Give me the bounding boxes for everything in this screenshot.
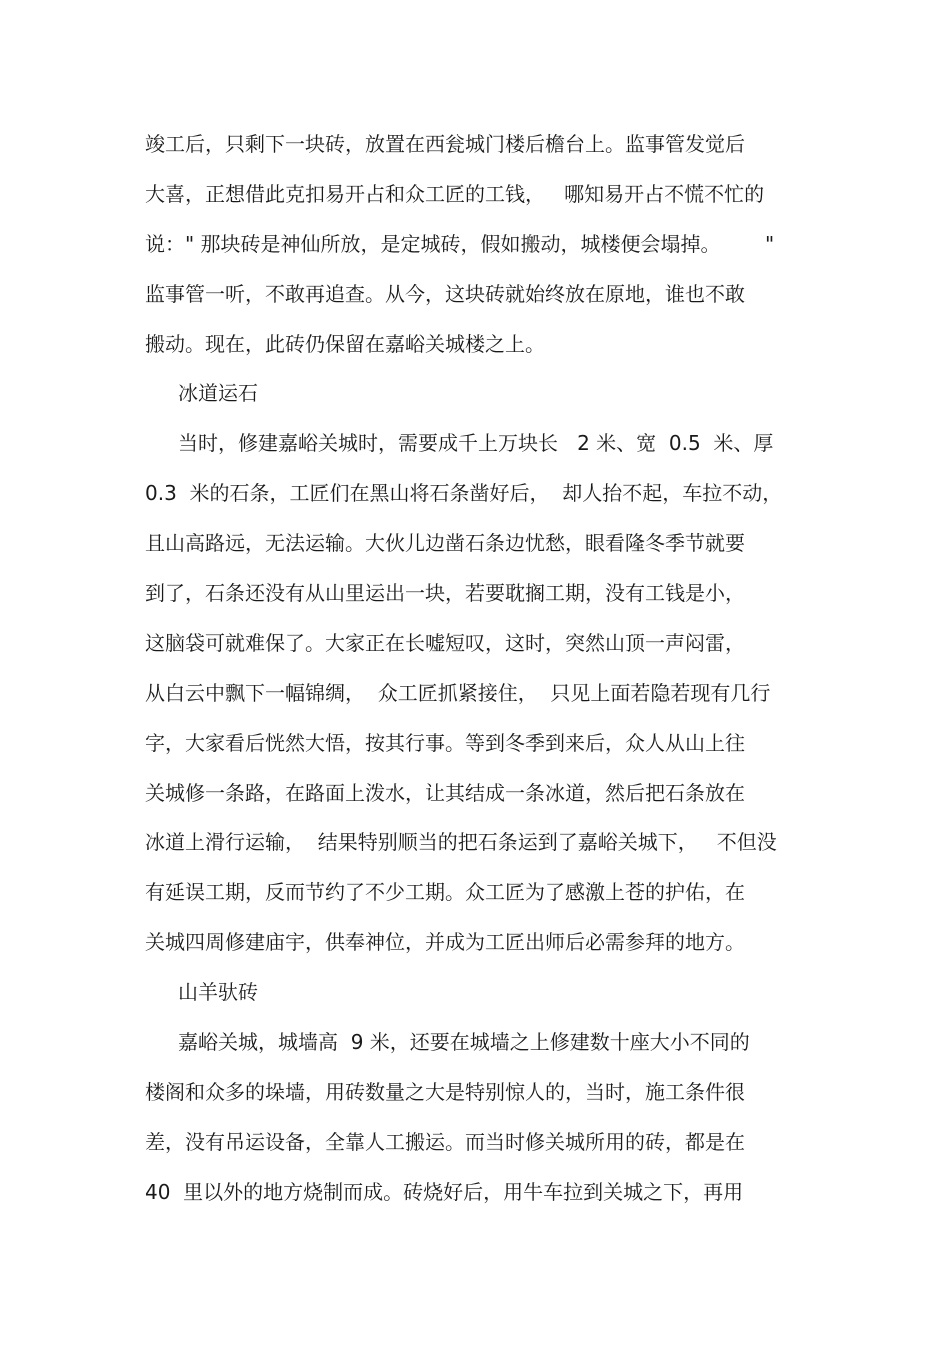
text-line: 监事管一听，不敢再追查。从今，这块砖就始终放在原地，谁也不敢: [145, 281, 745, 306]
text-line: 且山高路远，无法运输。大伙儿边凿石条边忧愁，眼看隆冬季节就要: [145, 531, 745, 556]
text-line: 关城修一条路，在路面上泼水，让其结成一条冰道，然后把石条放在: [145, 780, 745, 805]
text-line: 从白云中飘下一幅锦绸， 众工匠抓紧接住， 只见上面若隐若现有几行: [145, 680, 771, 705]
text-line: 楼阁和众多的垛墙，用砖数量之大是特别惊人的，当时，施工条件很: [145, 1079, 745, 1104]
text-line: 关城四周修建庙宇，供奉神位，并成为工匠出师后必需参拜的地方。: [145, 930, 745, 955]
text-line: 差，没有吊运设备，全靠人工搬运。而当时修关城所用的砖，都是在: [145, 1129, 745, 1154]
text-line: 搬动。现在，此砖仍保留在嘉峪关城楼之上。: [145, 331, 545, 356]
text-line: 大喜，正想借此克扣易开占和众工匠的工钱， 哪知易开占不慌不忙的: [145, 181, 765, 206]
text-line: 有延误工期，反而节约了不少工期。众工匠为了感激上苍的护佑，在: [145, 880, 745, 905]
body-text: [145, 120, 825, 1218]
text-line: 到了，石条还没有从山里运出一块，若要耽搁工期，没有工钱是小，: [145, 581, 745, 606]
section-heading: 山羊驮砖: [178, 980, 258, 1005]
text-line: 当时，修建嘉峪关城时，需要成千上万块长 2 米、宽 0.5 米、厚: [178, 431, 774, 456]
text-line: 冰道上滑行运输， 结果特别顺当的把石条运到了嘉峪关城下， 不但没: [145, 830, 777, 855]
text-line: 40 里以外的地方烧制而成。砖烧好后，用牛车拉到关城之下，再用: [145, 1179, 744, 1204]
text-line: 0.3 米的石条，工匠们在黑山将石条凿好后， 却人抬不起，车拉不动，: [145, 481, 783, 506]
text-line: 这脑袋可就难保了。大家正在长嘘短叹，这时，突然山顶一声闷雷，: [145, 630, 745, 655]
text-line: 竣工后，只剩下一块砖，放置在西瓮城门楼后檐台上。监事管发觉后: [145, 132, 745, 156]
text-line: 说：" 那块砖是神仙所放，是定城砖，假如搬动，城楼便会塌掉。 ": [145, 231, 775, 256]
text-line: 字，大家看后恍然大悟，按其行事。等到冬季到来后，众人从山上往: [145, 730, 745, 755]
section-heading: 冰道运石: [178, 381, 258, 406]
text-line: 嘉峪关城，城墙高 9 米，还要在城墙之上修建数十座大小不同的: [178, 1030, 750, 1055]
